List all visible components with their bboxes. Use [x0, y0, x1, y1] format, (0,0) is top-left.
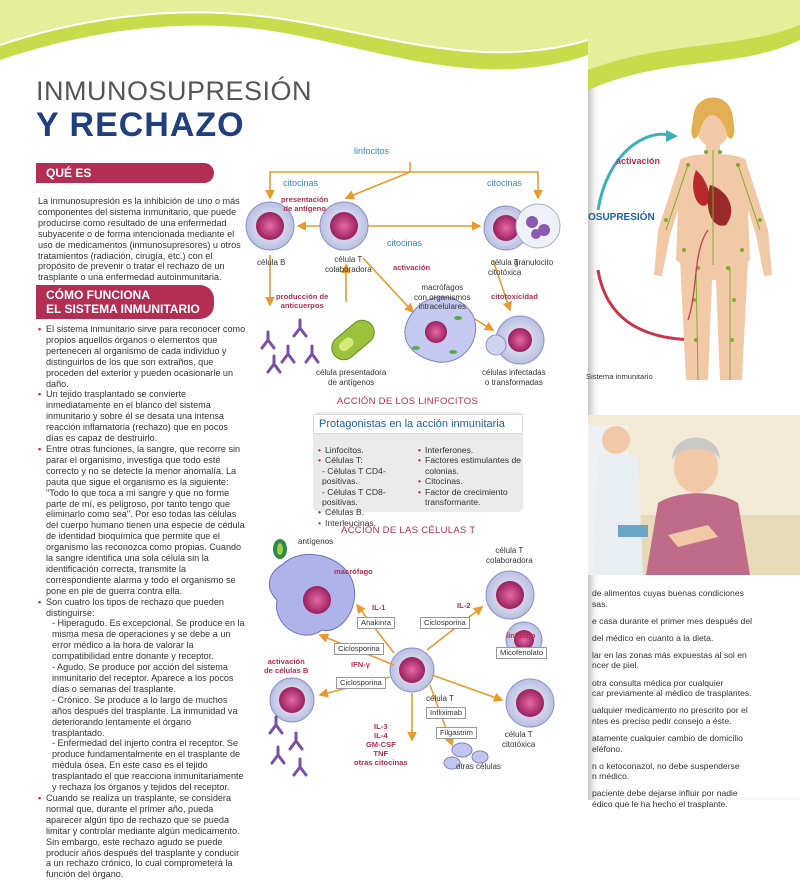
celula-t-citotox2-label: célula T citotóxica — [502, 730, 536, 749]
heading-line: CÓMO FUNCIONA — [46, 288, 150, 302]
protagonist-item: • Linfocitos. — [318, 445, 420, 455]
rec-item: paciente debe dejarse influir por nadie édico que le ha hecho el trasplante. — [592, 788, 738, 809]
protagonist-item: • Citocinas. — [418, 476, 522, 486]
rec-item: de alimentos cuyas buenas condiciones sas. — [592, 588, 744, 609]
cytokines-list-label: IL-3 IL-4 GM-CSF TNF otras citocinas — [354, 722, 408, 767]
citotoxicidad-label: citotoxicidad — [491, 292, 538, 301]
rec-item: lar en las zonas más expuestas al sol en ncer de piel. — [592, 649, 747, 671]
antigenos-label: antígenos — [298, 537, 334, 546]
bullet-item: • Entre otras funciones, la sangre, que recorre sin parar el organismo, investiga que todo esté correcto y no se detecte la menor anomalía. La pauta que sigue el organismo es la siguiente: "Todo lo que toca a mi sangre y que no forme parte de mí, es peligroso, por tanto tengo que eliminarlo como sea". Por eso todas las células del cuerpo humano tienen una especie de cédula de identidad bioquímica que permite que el organismo las reconozca como propias. Cuando la sangre identifica una sola célula sin la identificación correcta, transmite la correspondiente alarma y todo el organismo se pone en pie de guerra contra ella. — [38, 444, 246, 597]
patient-nurse-illustration — [588, 415, 800, 575]
rec-item: n o ketoconazol, no debe suspenderse n médico. — [592, 760, 740, 782]
macrofago-label: macrófago — [334, 567, 373, 576]
sub-item: - Hiperagudo. Es excepcional. Se produce en la misma mesa de operaciones y se debe a un error médico a la hora de valorar la compatibilidad entre donante y receptor. — [52, 618, 245, 662]
title-line1: INMUNOSUPRESIÓN — [36, 76, 313, 106]
right-page — [586, 0, 800, 809]
rec-item: e casa durante el primer mes después del — [592, 615, 753, 626]
linfocitos-label: linfocitos — [354, 146, 390, 156]
protagonistas-heading: Protagonistas en la acción inmunitaria — [313, 414, 523, 434]
rec-item: atamente cualquier cambio de domicilio eléfono. — [592, 732, 743, 754]
protagonist-subitem: - Células T CD4-positivas. — [322, 465, 386, 487]
sub-item: - Enfermedad del injerto contra el receptor. Se produce fundamentalmente en el trasplante de médula ósea. En este caso es el tejido trasplantado el que reacciona inmunitariamente y rechaza los órganos y tejidos del receptor. — [52, 738, 244, 793]
celula-presentadora-label: célula presentadora de antígenos — [316, 368, 387, 387]
bullet-item: • Cuando se realiza un trasplante, se considera normal que, durante el primer año, pueda aparecer algún tipo de rechazo que se pueda limitar y controlar mediante algún medicamento. Sin embargo, este rechazo agudo se puede producir años después del trasplante y conducir a un rechazo crónico, lo cual comprometerá la función del órgano. — [38, 793, 246, 880]
otras-celulas-label: otras células — [456, 762, 501, 771]
anakinra-tag: Anakinra — [357, 617, 395, 629]
rec-item: del médico en cuanto a la dieta. — [592, 632, 714, 643]
protagonist-item: • Factor de crecimiento transformante. — [418, 487, 522, 508]
right-page-recommendations — [592, 588, 797, 816]
protagonist-item: • Factores estimulantes de colonias. — [418, 455, 522, 476]
osupresion-banner: OSUPRESIÓN — [588, 212, 655, 223]
celula-t-colab-label: célula T colaboradora — [325, 255, 372, 274]
celula-t-label: célula T — [426, 694, 454, 703]
filgastrim-tag: Filgastrim — [436, 727, 477, 739]
citocinas-left-label: citocinas — [283, 178, 319, 188]
heading-line: EL SISTEMA INMUNITARIO — [46, 302, 200, 316]
protagonist-item: • Interferones. — [418, 445, 522, 455]
rec-item: ualquier medicamento no prescrito por el ntes es preciso pedir consejo a éste. — [592, 705, 748, 726]
ciclosporina-top-tag: Ciclosporina — [420, 617, 470, 629]
celula-b-label: célula B — [257, 258, 286, 267]
celulas-t-diagram — [262, 535, 582, 795]
macrofagos-label: macrófagos con organismos intracelulares — [414, 283, 471, 311]
immune-system-body-illustration — [588, 90, 800, 390]
ciclosporina-mid-tag: Ciclosporina — [334, 643, 384, 655]
activacion-celulas-b-label: activación de células B — [264, 657, 309, 675]
sub-item: - Crónico. Se produce a lo largo de muchos años después del trasplante. La inmunidad va deteriorando lentamente el órgano trasplantado. — [52, 694, 238, 738]
ifn-gamma-label: IFN-γ — [351, 660, 370, 669]
protagonist-subitem: - Células T CD8-positivas. — [322, 486, 386, 508]
infliximab-tag: Infliximab — [426, 707, 466, 719]
celulas-t-diagram-title: ACCIÓN DE LAS CÉLULAS T — [341, 525, 476, 536]
sub-item: - Agudo. Se produce por acción del sistema inmunitario del receptor. Aparece a los pocos días o semanas del trasplante. — [52, 662, 234, 694]
ciclosporina-low-tag: Ciclosporina — [336, 677, 386, 689]
il1-label: IL-1 — [372, 603, 386, 612]
celula-t-colab2-label: célula T colaboradora — [486, 546, 533, 565]
micofenolato-tag: Micofenolato — [496, 647, 547, 659]
que-es-paragraph: La inmunosupresión es la inhibición de uno o más componentes del sistema inmunitario, que puede producirse como resultado de una enfermedad subyacente o de forma intencionada mediante el uso de medicamentos (inmunosupresores) u otros tratamientos (radiación, cirugía, etc.) con el propósito de prevenir o tratar el rechazo de un trasplante o una enfermedad autoinmunitaria. — [38, 196, 241, 283]
celulas-infectadas-label: células infectadas o transformadas — [482, 368, 546, 387]
como-funciona-text — [38, 324, 246, 880]
celula-t-citotox-label: célula T citotóxica — [488, 258, 522, 277]
activacion-label: activación — [393, 263, 431, 272]
activacion-label: activación — [616, 156, 661, 166]
protagonistas-col2 — [418, 445, 522, 507]
bullet-item: • El sistema inmunitario sirve para reconocer como propios aquellos órganos o elementos que pertenecen al organismo de cada individuo y distinguirlos de los que son extraños, que proceden del exterior y pueden ocasionarle un daño. — [38, 324, 246, 389]
immune-system-caption: Sistema inmunitario — [586, 372, 653, 381]
protagonist-item: • Células B. — [318, 507, 420, 517]
linfocitos-diagram-title: ACCIÓN DE LOS LINFOCITOS — [337, 396, 479, 407]
bullet-item: • Un tejido trasplantado se convierte inmediatamente en el blanco del sistema inmunitario y sobre él se desata una intensa reacción inflamatoria (rechazo) que en pocos días es capaz de destruirlo. — [38, 389, 246, 444]
title-line2: Y RECHAZO — [36, 106, 245, 144]
citocinas-right-label: citocinas — [487, 178, 523, 188]
protagonist-item: • Interleucinas. — [318, 518, 420, 528]
presentacion-antigeno-label: presentación de antígeno — [281, 195, 329, 213]
section-heading-que-es: QUÉ ES — [36, 163, 214, 183]
linfocito-label: linfocito — [506, 631, 536, 640]
right-wave — [588, 0, 800, 100]
citocinas-mid-label: citocinas — [387, 238, 423, 248]
protagonist-item: • Células T: — [318, 455, 420, 465]
bullet-item: • Son cuatro los tipos de rechazo que pueden distinguirse: — [38, 597, 246, 619]
protagonistas-col1 — [318, 445, 420, 528]
section-heading-como-funciona — [36, 285, 214, 319]
rec-item: otra consulta médica por cualquier car previamente al médico de trasplantes. — [592, 677, 752, 699]
granulocito-label: granulocito — [514, 258, 554, 267]
produccion-anticuerpos-label: producción de anticuerpos — [276, 292, 329, 310]
il2-label: IL-2 — [457, 601, 471, 610]
